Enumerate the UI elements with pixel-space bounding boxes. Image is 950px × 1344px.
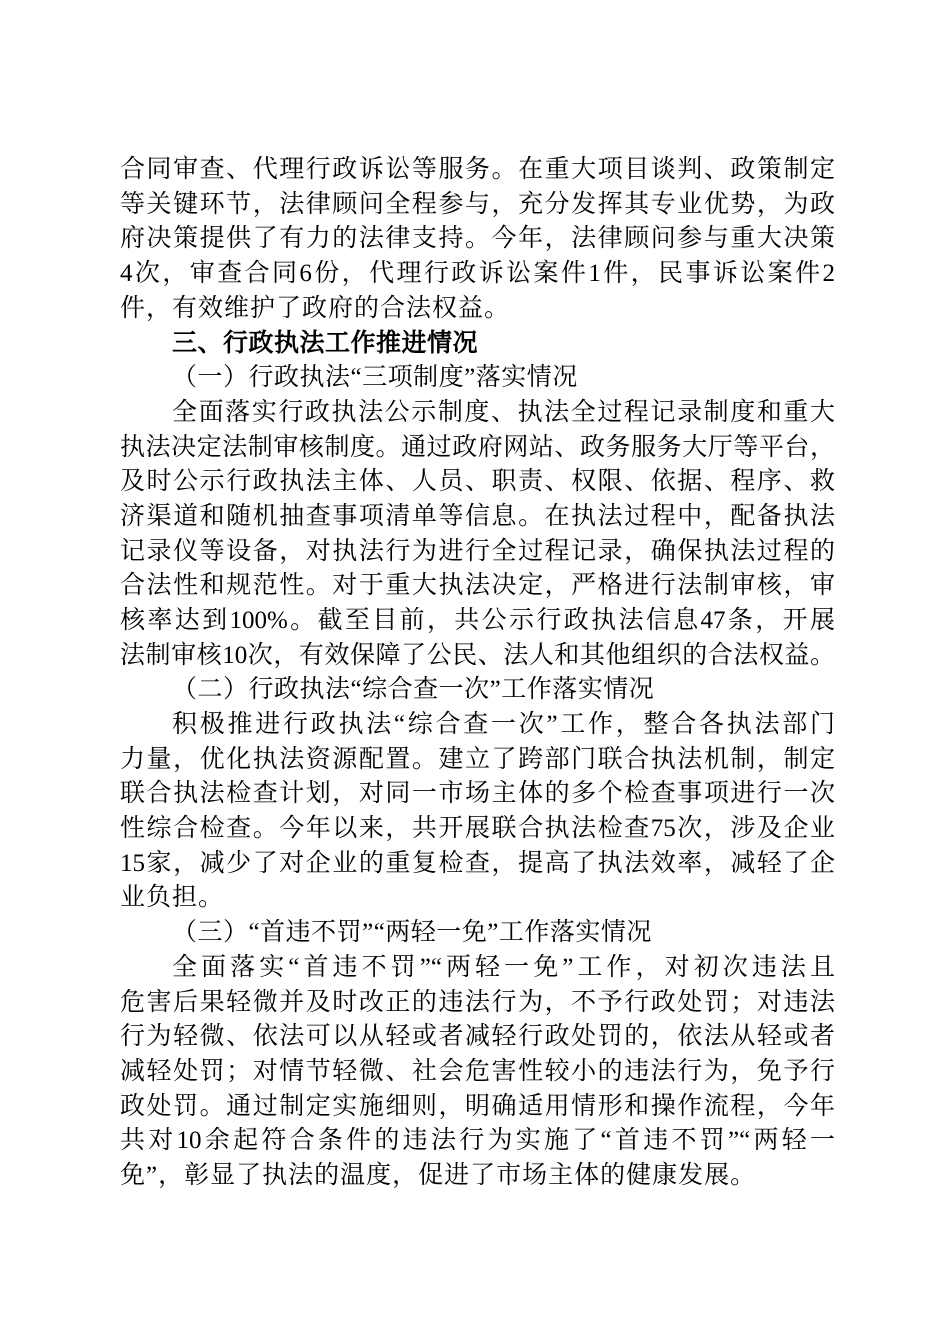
paragraph-line: 行为轻微、依法可以从轻或者减轻行政处罚的，依法从轻或者 bbox=[120, 1023, 835, 1051]
paragraph-line: 记录仪等设备，对执法行为进行全过程记录，确保执法过程的 bbox=[120, 537, 835, 565]
paragraph-line: 危害后果轻微并及时改正的违法行为，不予行政处罚；对违法 bbox=[120, 988, 835, 1016]
paragraph-line: 15家，减少了对企业的重复检查，提高了执法效率，减轻了企 bbox=[120, 849, 835, 877]
body-paragraph bbox=[120, 396, 835, 674]
paragraph-line: 业负担。 bbox=[120, 884, 225, 912]
body-paragraph bbox=[120, 951, 835, 1194]
paragraph-line: 全面落实行政执法公示制度、执法全过程记录制度和重大 bbox=[172, 398, 835, 426]
paragraph-line: 等关键环节，法律顾问全程参与，充分发挥其专业优势，为政 bbox=[120, 190, 835, 218]
body-paragraph bbox=[120, 708, 835, 916]
paragraph-line: 共对10余起符合条件的违法行为实施了“首违不罚”“两轻一 bbox=[120, 1127, 835, 1155]
subsection-2 bbox=[120, 673, 835, 916]
paragraph-line: 积极推进行政执法“综合查一次”工作，整合各执法部门 bbox=[172, 711, 835, 738]
paragraph-line: 核率达到100%。截至目前，共公示行政执法信息47条，开展 bbox=[120, 606, 835, 634]
subsection-heading: （一）行政执法“三项制度”落实情况 bbox=[172, 364, 578, 392]
paragraph-line: 免”，彰显了执法的温度，促进了市场主体的健康发展。 bbox=[120, 1161, 757, 1189]
paragraph-line: 合法性和规范性。对于重大执法决定，严格进行法制审核，审 bbox=[120, 572, 835, 600]
section-heading: 三、行政执法工作推进情况 bbox=[172, 329, 479, 358]
paragraph-line: 联合执法检查计划，对同一市场主体的多个检查事项进行一次 bbox=[120, 780, 835, 808]
paragraph-line: 减轻处罚；对情节轻微、社会危害性较小的违法行为，免予行 bbox=[120, 1057, 835, 1085]
intro-paragraph bbox=[120, 153, 835, 326]
subsection-1 bbox=[120, 361, 835, 673]
subsection-heading: （三）“首违不罚”“两轻一免”工作落实情况 bbox=[172, 919, 652, 947]
paragraph-line: 4次，审查合同6份，代理行政诉讼案件1件，民事诉讼案件2 bbox=[120, 260, 835, 288]
paragraph-line: 性综合检查。今年以来，共开展联合执法检查75次，涉及企业 bbox=[120, 815, 835, 843]
paragraph-line: 件，有效维护了政府的合法权益。 bbox=[120, 294, 511, 322]
paragraph-line: 力量，优化执法资源配置。建立了跨部门联合执法机制，制定 bbox=[120, 745, 835, 773]
paragraph-line: 济渠道和随机抽查事项清单等信息。在执法过程中，配备执法 bbox=[120, 502, 835, 530]
document-body bbox=[120, 153, 835, 1194]
paragraph-line: 法制审核10次，有效保障了公民、法人和其他组织的合法权益。 bbox=[120, 641, 835, 669]
paragraph-line: 全面落实“首违不罚”“两轻一免”工作，对初次违法且 bbox=[172, 953, 835, 981]
paragraph-line: 政处罚。通过制定实施细则，明确适用情形和操作流程，今年 bbox=[120, 1092, 835, 1120]
paragraph-line: 及时公示行政执法主体、人员、职责、权限、依据、程序、救 bbox=[120, 468, 835, 496]
paragraph-line: 执法决定法制审核制度。通过政府网站、政务服务大厅等平台， bbox=[120, 433, 835, 461]
subsection-heading: （二）行政执法“综合查一次”工作落实情况 bbox=[172, 676, 655, 704]
paragraph-line: 府决策提供了有力的法律支持。今年，法律顾问参与重大决策 bbox=[120, 225, 835, 253]
paragraph-line: 合同审查、代理行政诉讼等服务。在重大项目谈判、政策制定 bbox=[120, 156, 835, 183]
subsection-3 bbox=[120, 916, 835, 1194]
